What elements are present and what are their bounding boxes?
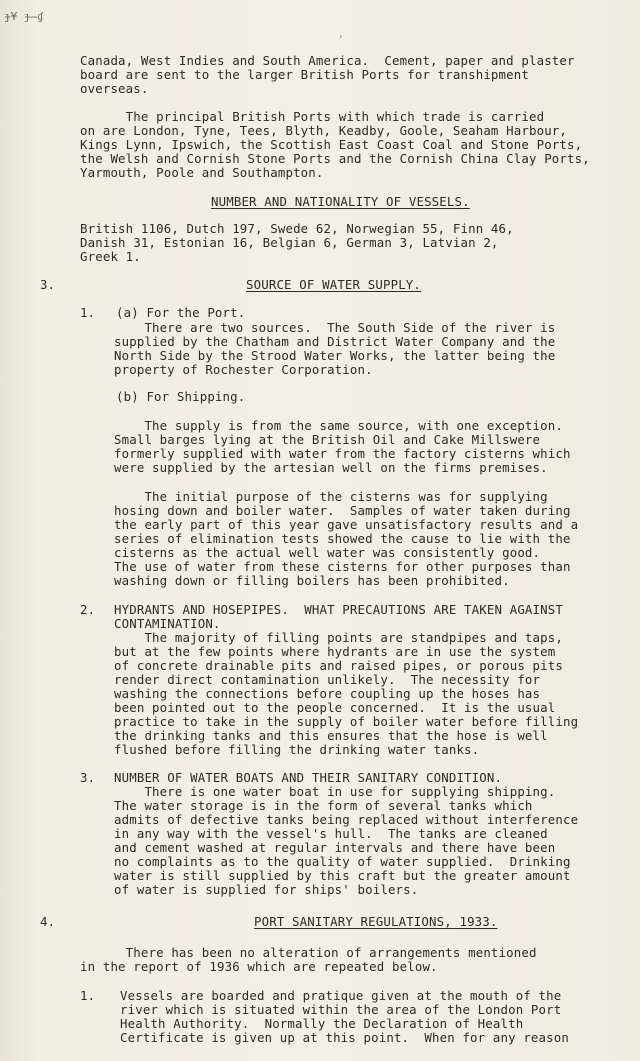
subheading: (b) For Shipping. [116,389,246,404]
text-line: formerly supplied with water from the factory cisterns which [114,446,571,461]
text-line: Certificate is given up at this point. When for any reason [120,1030,569,1045]
item-number: 1. [80,305,95,320]
item-number: 1. [80,988,95,1003]
text-line: Vessels are boarded and pratique given at the mouth of the [120,988,562,1003]
section-heading: NUMBER AND NATIONALITY OF VESSELS. [211,194,470,209]
text-line: Danish 31, Estonian 16, Belgian 6, German 3, Latvian 2, [80,235,499,250]
text-line: flushed before filling the drinking water tanks. [114,742,480,757]
text-line: The use of water from these cisterns for other purposes than [114,559,571,574]
subheading: CONTAMINATION. [114,616,221,631]
text-line: The majority of filling points are standpipes and taps, [114,630,563,645]
text-line: series of elimination tests showed the cause to lie with the [114,531,571,546]
text-line: North Side by the Strood Water Works, the latter being the [114,348,556,363]
corner-ink-mark: ɟ¥ ɟ̶ɠ [4,10,44,23]
text-line: There is one water boat in use for supplying shipping. [114,784,556,799]
text-line: board are sent to the larger British Ports for transhipment [80,67,529,82]
text-line: Health Authority. Normally the Declaration of Health [120,1016,524,1031]
text-line: admits of defective tanks being replaced without interference [114,812,579,827]
text-line: in any way with the vessel's hull. The tanks are cleaned [114,826,548,841]
text-line: the Welsh and Cornish Stone Ports and the Cornish China Clay Ports, [80,151,590,166]
text-line: Canada, West Indies and South America. Cement, paper and plaster [80,53,575,68]
text-line: There has been no alteration of arrangements mentioned [80,945,537,960]
text-line: of concrete drainable pits and raised pipes, or porous pits [114,658,563,673]
page-tick-mark: › [338,32,344,42]
text-line: Small barges lying at the British Oil and Cake Millswere [114,432,541,447]
text-line: the early part of this year gave unsatisfactory results and a [114,517,579,532]
text-line: washing down or filling boilers has been prohibited. [114,573,510,588]
text-line: Yarmouth, Poole and Southampton. [80,165,324,180]
text-line: were supplied by the artesian well on the firms premises. [114,460,548,475]
text-line: Kings Lynn, Ipswich, the Scottish East Coast Coal and Stone Ports, [80,137,583,152]
text-line: river which is situated within the area of the London Port [120,1002,562,1017]
item-number: 2. [80,602,95,617]
subheading: NUMBER OF WATER BOATS AND THEIR SANITARY CONDITION. [114,770,503,785]
text-line: of water is supplied for ships' boilers. [114,882,419,897]
text-line: Greek 1. [80,249,141,264]
subheading: (a) For the Port. [116,305,246,320]
text-line: The initial purpose of the cisterns was for supplying [114,489,548,504]
text-line: washing the connections before coupling up the hoses has [114,686,541,701]
text-line: property of Rochester Corporation. [114,362,373,377]
text-line: no complaints as to the quality of water supplied. Drinking [114,854,571,869]
text-line: practice to take in the supply of boiler water before filling [114,714,579,729]
text-line: but at the few points where hydrants are in use the system [114,644,556,659]
text-line: The water storage is in the form of several tanks which [114,798,533,813]
text-line: hosing down and boiler water. Samples of water taken during [114,503,571,518]
text-line: and cement washed at regular intervals and there have been [114,840,556,855]
text-line: supplied by the Chatham and District Water Company and the [114,334,556,349]
text-line: There are two sources. The South Side of the river is [114,320,556,335]
text-line: in the report of 1936 which are repeated below. [80,959,438,974]
text-line: The supply is from the same source, with one exception. [114,418,563,433]
section-heading: PORT SANITARY REGULATIONS, 1933. [254,914,498,929]
text-line: overseas. [80,81,149,96]
text-line: render direct contamination unlikely. The necessity for [114,672,541,687]
text-line: cisterns as the actual well water was consistently good. [114,545,541,560]
text-line: on are London, Tyne, Tees, Blyth, Keadby, Goole, Seaham Harbour, [80,123,568,138]
subheading: HYDRANTS AND HOSEPIPES. WHAT PRECAUTIONS ARE TAKEN AGAINST [114,602,563,617]
text-line: The principal British Ports with which trade is carried [80,109,545,124]
section-heading: SOURCE OF WATER SUPPLY. [246,277,422,292]
text-line: the drinking tanks and this ensures that the hose is well [114,728,548,743]
section-number: 4. [40,914,55,929]
text-line: water is still supplied by this craft but the greater amount [114,868,571,883]
text-line: British 1106, Dutch 197, Swede 62, Norwegian 55, Finn 46, [80,221,514,236]
text-line: been pointed out to the people concerned. It is the usual [114,700,556,715]
item-number: 3. [80,770,95,785]
section-number: 3. [40,277,55,292]
